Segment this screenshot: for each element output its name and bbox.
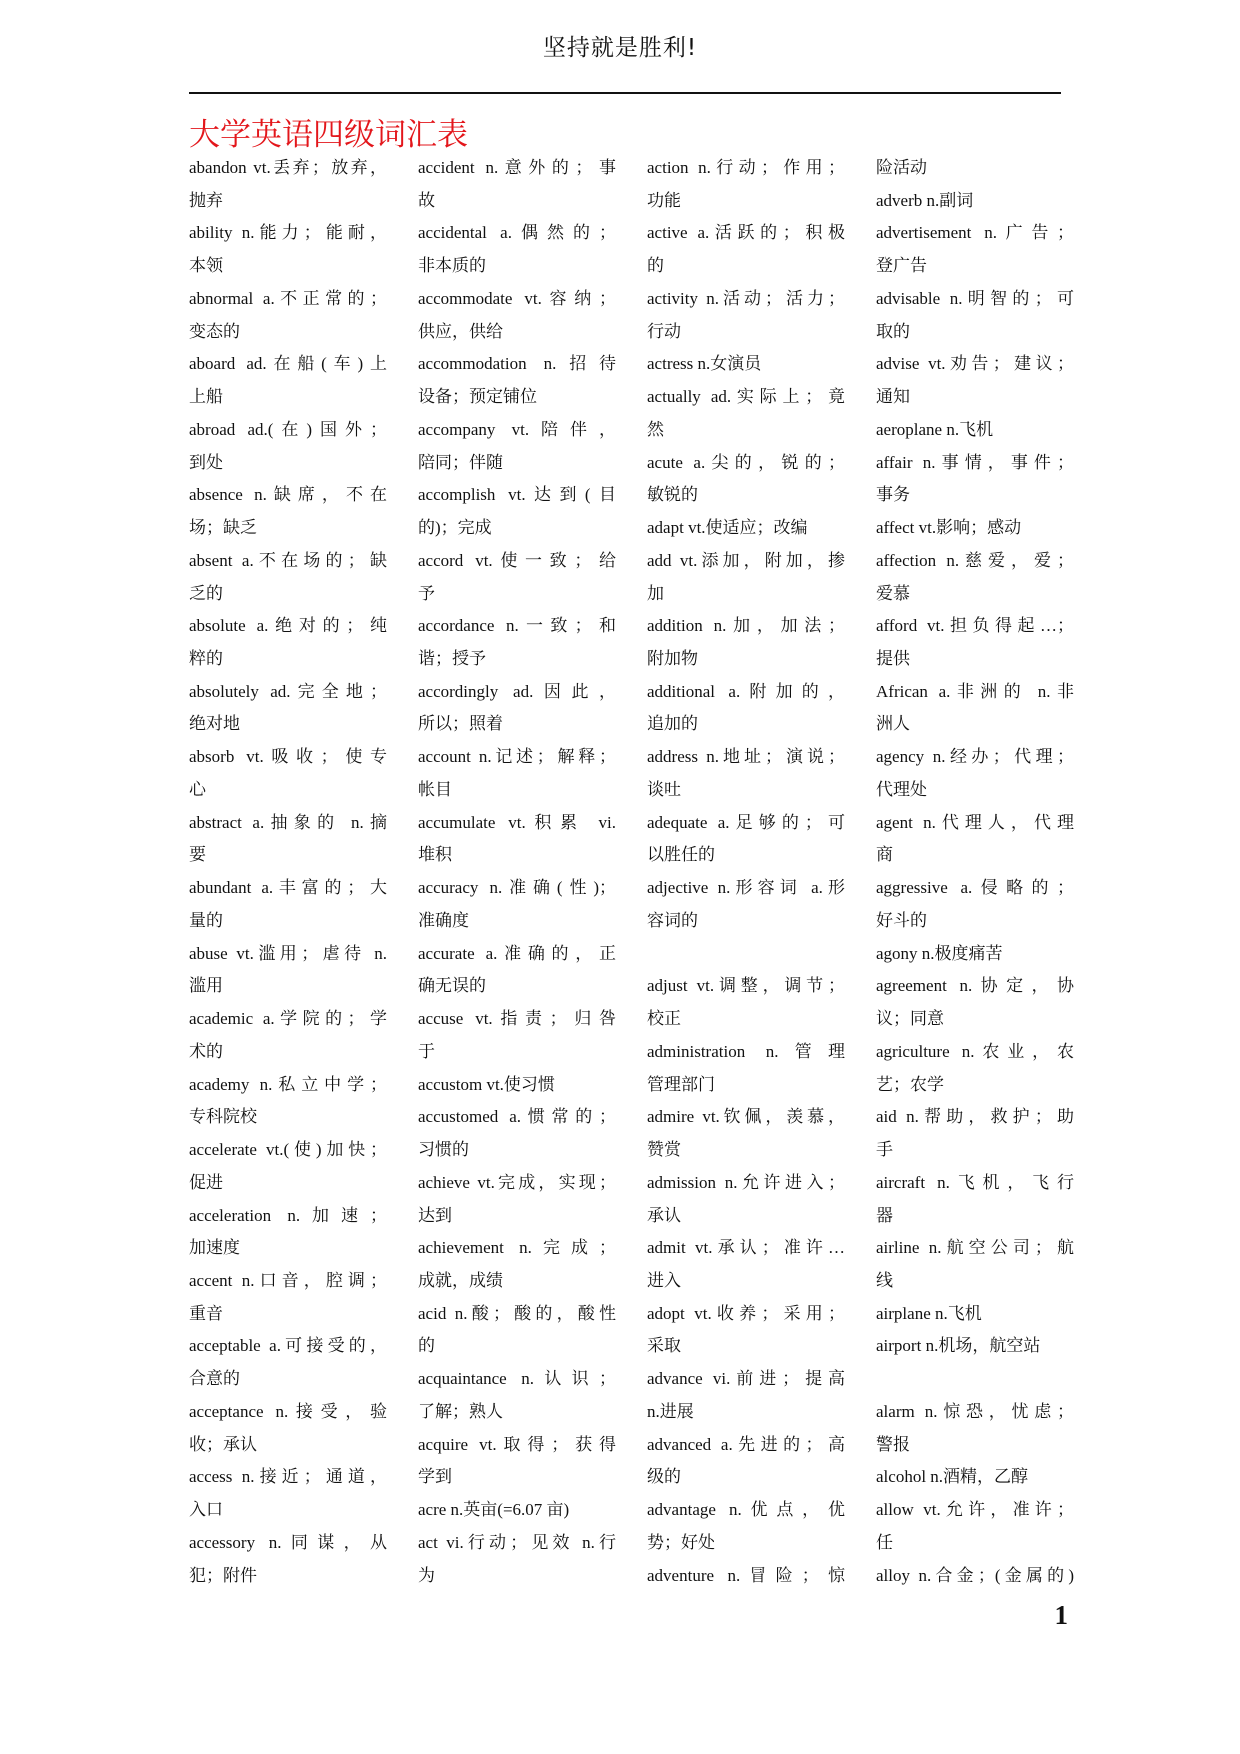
vocab-line: absorb vt.吸收；使专 [189,747,387,767]
vocab-line: agriculture n.农业，农 [876,1041,1074,1061]
vocab-line: 为 [418,1565,435,1585]
vocab-line: 成就，成绩 [418,1270,503,1290]
vocab-line: 堆积 [418,845,452,865]
vocab-line: achievement n.完成； [418,1238,616,1258]
vocab-line: 势；好处 [647,1532,715,1552]
vocab-line: 抛弃 [189,190,223,210]
vocab-line: agony n.极度痛苦 [876,943,1003,963]
vocab-line: accordingly ad.因此， [418,681,616,701]
vocab-line: 任 [876,1532,893,1552]
vocab-line: 商 [876,845,893,865]
vocab-line: accord vt.使一致；给 [418,550,616,570]
vocab-line: accommodate vt.容纳； [418,288,616,308]
vocab-line: abnormal a.不正常的； [189,288,387,308]
vocab-line: adventure n.冒险；惊 [647,1565,845,1585]
vocab-line: abundant a.丰富的；大 [189,878,387,898]
vocab-line: act vi.行动；见效 n.行 [418,1532,616,1552]
vocab-line: 附加物 [647,649,698,669]
vocab-line: absence n.缺席，不在 [189,485,387,505]
vocab-line: 陪同；伴随 [418,452,503,472]
vocab-line: 重音 [189,1303,223,1323]
vocab-line: 进入 [647,1270,681,1290]
vocab-line: abroad ad.(在)国外； [189,419,387,439]
vocab-line: additional a.附加的， [647,681,845,701]
vocab-line: 谈吐 [647,779,681,799]
vocab-line: aeroplane n.飞机 [876,419,994,439]
vocab-line: action n.行动；作用； [647,158,845,177]
vocab-line: agent n.代理人，代理 [876,812,1074,832]
vocab-line: access n.接近；通道， [189,1467,387,1487]
vocab-line: acid n.酸；酸的，酸性 [418,1303,616,1323]
vocab-line: 采取 [647,1336,681,1356]
vocab-line: accustomed a.惯常的； [418,1107,616,1127]
vocab-line: allow vt.允许，准许； [876,1500,1074,1520]
vocab-line: 专科院校 [189,1107,257,1127]
vocab-column-3 [647,152,845,1592]
vocab-line: 警报 [876,1434,910,1454]
vocab-line: achieve vt.完成，实现； [418,1172,616,1192]
vocab-line: airport n.机场，航空站 [876,1336,1041,1356]
vocab-line: 收；承认 [189,1434,257,1454]
vocab-line: 促进 [189,1172,223,1192]
vocab-line: 好斗的 [876,910,927,930]
vocab-line: 变态的 [189,321,240,341]
vocab-line: 线 [876,1270,893,1290]
vocab-line: 设备；预定铺位 [418,387,537,407]
vocab-line: adverb n.副词 [876,190,974,210]
vocab-line: 然 [647,419,664,439]
vocab-line: 学到 [418,1467,452,1487]
vocab-line: 乏的 [189,583,223,603]
page-number: 1 [1054,1600,1068,1630]
vocab-line: 所以；照着 [418,714,503,734]
vocab-line: accidental a.偶然的； [418,223,616,243]
vocab-line: affection n.慈爱，爱； [876,550,1074,570]
vocab-line: 器 [876,1205,893,1225]
vocab-line: advisable n.明智的；可 [876,288,1074,308]
vocab-line: 确无误的 [418,976,486,996]
vocab-line: 通知 [876,387,910,407]
vocab-line: 了解；熟人 [418,1401,503,1421]
vocab-line: n.进展 [647,1401,694,1421]
vocab-line: abandon vt.丢弃；放弃， [189,158,387,177]
vocab-line: accelerate vt.(使)加快； [189,1140,387,1160]
vocab-line: 登广告 [876,256,927,276]
vocab-line: accustom vt.使习惯 [418,1074,555,1094]
vocab-line: acquire vt.取得；获得 [418,1434,616,1454]
vocab-line: accomplish vt.达到(目 [418,485,616,505]
vocab-line: 艺；农学 [876,1074,944,1094]
vocab-line: 粹的 [189,649,223,669]
vocab-line: adjective n.形容词 a.形 [647,878,845,898]
vocab-line: alcohol n.酒精，乙醇 [876,1467,1029,1487]
vocab-line: acceleration n.加速； [189,1205,387,1225]
vocab-line: 事务 [876,485,910,505]
vocab-line: 准确度 [418,910,469,930]
vocab-line: advanced a.先进的；高 [647,1434,845,1454]
vocab-line: aboard ad.在船(车)上 [189,354,387,374]
vocab-line: absolutely ad.完全地； [189,681,387,701]
vocab-line: addition n.加，加法； [647,616,845,636]
vocab-line: academic a.学院的；学 [189,1009,387,1029]
vocab-line: 到处 [189,452,223,472]
vocab-line: 术的 [189,1041,223,1061]
vocab-line: alloy n.合金；(金属的) [876,1565,1074,1585]
vocab-line: absolute a.绝对的；纯 [189,616,387,636]
vocab-line: agreement n.协定，协 [876,976,1074,996]
vocab-line: 加 [647,583,664,603]
vocab-line: actress n.女演员 [647,354,762,374]
vocab-line: agency n.经办；代理； [876,747,1074,767]
vocab-line: 管理部门 [647,1074,715,1094]
vocab-line: African a.非洲的 n.非 [876,681,1074,701]
vocab-line: affair n.事情，事件； [876,452,1074,472]
vocab-line: 容词的 [647,910,698,930]
vocab-line: 本领 [189,256,223,276]
vocab-line: 议；同意 [876,1009,944,1029]
vocab-line: aircraft n.飞机，飞行 [876,1172,1074,1192]
vocab-line: accident n.意外的；事 [418,158,616,177]
blank-line [876,1363,1074,1396]
vocab-line: 于 [418,1041,435,1061]
vocab-line: abstract a.抽象的 n.摘 [189,812,387,832]
vocab-line: abuse vt.滥用；虐待 n. [189,943,387,963]
vocab-line: 故 [418,190,435,210]
vocab-line: 爱慕 [876,583,910,603]
vocab-line: afford vt.担负得起…； [876,616,1074,636]
blank-line [647,938,845,971]
vocab-line: 洲人 [876,714,910,734]
vocab-line: ability n.能力；能耐， [189,223,387,243]
vocab-line: 的 [647,256,664,276]
vocab-line: 敏锐的 [647,485,698,505]
vocab-line: accumulate vt.积累 vi. [418,812,616,832]
vocab-line: address n.地址；演说； [647,747,845,767]
header-divider [189,92,1061,94]
vocab-line: acute a.尖的，锐的； [647,452,845,472]
vocab-line: airline n.航空公司；航 [876,1238,1074,1258]
vocab-line: 场；缺乏 [189,518,257,538]
vocab-line: academy n.私立中学； [189,1074,387,1094]
vocab-column-1 [189,152,387,1592]
vocab-line: acquaintance n.认识； [418,1369,616,1389]
vocab-line: acceptable a.可接受的， [189,1336,387,1356]
vocab-line: actually ad.实际上；竟 [647,387,845,407]
vocab-line: advertisement n.广告； [876,223,1074,243]
vocab-line: advantage n.优点，优 [647,1500,845,1520]
vocab-line: absent a.不在场的；缺 [189,550,387,570]
vocab-line: accuse vt.指责；归咎 [418,1009,616,1029]
vocab-line: 要 [189,845,206,865]
vocab-column-2 [418,152,616,1592]
vocab-line: acceptance n.接受，验 [189,1401,387,1421]
vocab-line: 合意的 [189,1369,240,1389]
vocab-line: acre n.英亩(=6.07 亩) [418,1500,570,1520]
vocab-line: 提供 [876,649,910,669]
vocab-line: 赞赏 [647,1140,681,1160]
vocab-line: 习惯的 [418,1140,469,1160]
vocab-line: 帐目 [418,779,452,799]
header-motto: 坚持就是胜利! [542,35,698,61]
vocab-line: adequate a.足够的；可 [647,812,845,832]
vocab-line: alarm n.惊恐，忧虑； [876,1401,1074,1421]
vocab-line: 手 [876,1140,893,1160]
vocab-line: 心 [189,779,206,799]
vocab-line: 校正 [647,1009,681,1029]
vocab-line: affect vt.影响；感动 [876,518,1022,538]
vocab-line: 滥用 [189,976,223,996]
vocab-line: 犯；附件 [189,1565,257,1585]
vocab-line: accompany vt.陪伴， [418,419,616,439]
vocab-line: active a.活跃的；积极 [647,223,845,243]
vocab-line: accommodation n.招待 [418,354,616,374]
vocab-line: 的)；完成 [418,518,492,538]
vocab-line: 功能 [647,190,681,210]
page-title: 大学英语四级词汇表 [189,117,468,153]
vocab-line: 的 [418,1336,435,1356]
vocab-line: 追加的 [647,714,698,734]
vocab-line: accent n.口音，腔调； [189,1270,387,1290]
vocab-line: 入口 [189,1500,223,1520]
vocab-line: accordance n.一致；和 [418,616,616,636]
vocab-line: adopt vt.收养；采用； [647,1303,845,1323]
vocab-line: 予 [418,583,435,603]
vocab-line: admission n.允许进入； [647,1172,845,1192]
vocab-line: 承认 [647,1205,681,1225]
vocab-line: adapt vt.使适应；改编 [647,518,808,538]
vocab-line: airplane n.飞机 [876,1303,982,1323]
vocab-line: 代理处 [876,779,927,799]
vocab-line: 以胜任的 [647,845,715,865]
vocab-line: admire vt.钦佩，羡慕， [647,1107,845,1127]
vocab-line: 量的 [189,910,223,930]
vocab-line: 非本质的 [418,256,486,276]
vocab-line: 取的 [876,321,910,341]
vocab-line: accessory n.同谋，从 [189,1532,387,1552]
vocab-line: admit vt.承认；准许… [647,1238,845,1258]
vocab-line: advise vt.劝告；建议； [876,354,1074,374]
vocab-line: activity n.活动；活力； [647,288,845,308]
vocab-line: advance vi.前进；提高 [647,1369,845,1389]
vocab-line: 级的 [647,1467,681,1487]
vocab-line: administration n.管理 [647,1041,845,1061]
vocab-line: aggressive a.侵略的； [876,878,1074,898]
vocab-line: accuracy n.准确(性)； [418,878,616,898]
vocab-line: 供应，供给 [418,321,503,341]
vocab-line: add vt.添加，附加，掺 [647,550,845,570]
vocab-line: 绝对地 [189,714,240,734]
vocab-line: 险活动 [876,158,927,177]
vocab-line: account n.记述；解释； [418,747,616,767]
vocab-line: 谐；授予 [418,649,486,669]
vocab-line: 上船 [189,387,223,407]
vocab-line: aid n.帮助，救护；助 [876,1107,1074,1127]
vocab-line: 加速度 [189,1238,240,1258]
vocab-line: adjust vt.调整，调节； [647,976,845,996]
vocab-line: 达到 [418,1205,452,1225]
vocab-line: accurate a.准确的，正 [418,943,616,963]
vocab-column-4 [876,152,1074,1592]
vocab-line: 行动 [647,321,681,341]
